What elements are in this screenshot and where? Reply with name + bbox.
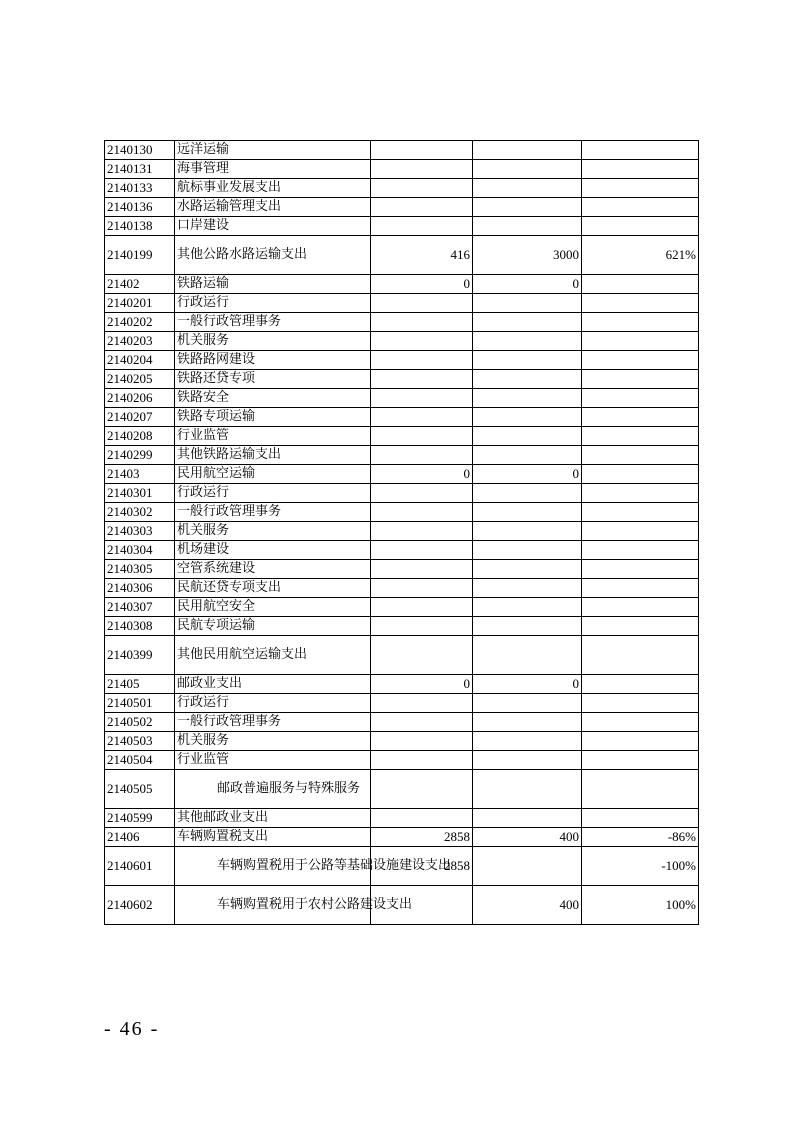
row-value-3 bbox=[582, 198, 699, 217]
row-value-1 bbox=[371, 332, 473, 351]
row-value-2 bbox=[473, 408, 582, 427]
row-name: 其他民用航空运输支出 bbox=[175, 636, 371, 675]
row-value-3 bbox=[582, 560, 699, 579]
row-value-1: 416 bbox=[371, 236, 473, 275]
row-code: 2140503 bbox=[105, 732, 175, 751]
row-value-2: 400 bbox=[473, 886, 582, 925]
row-code: 2140303 bbox=[105, 522, 175, 541]
row-code: 21403 bbox=[105, 465, 175, 484]
row-code: 21406 bbox=[105, 828, 175, 847]
row-value-3 bbox=[582, 160, 699, 179]
row-code: 2140307 bbox=[105, 598, 175, 617]
row-code: 2140305 bbox=[105, 560, 175, 579]
row-value-1 bbox=[371, 294, 473, 313]
row-value-2 bbox=[473, 694, 582, 713]
table-row bbox=[105, 713, 699, 732]
row-value-2 bbox=[473, 351, 582, 370]
row-value-3 bbox=[582, 751, 699, 770]
table-row bbox=[105, 236, 699, 275]
row-value-2 bbox=[473, 770, 582, 809]
table-row bbox=[105, 503, 699, 522]
row-value-2 bbox=[473, 503, 582, 522]
row-name: 铁路安全 bbox=[175, 389, 371, 408]
row-code: 2140504 bbox=[105, 751, 175, 770]
row-code: 2140208 bbox=[105, 427, 175, 446]
row-value-1 bbox=[371, 694, 473, 713]
row-name: 铁路还贷专项 bbox=[175, 370, 371, 389]
row-code: 2140399 bbox=[105, 636, 175, 675]
row-value-3 bbox=[582, 541, 699, 560]
table-row bbox=[105, 751, 699, 770]
row-name: 机关服务 bbox=[175, 732, 371, 751]
row-code: 2140502 bbox=[105, 713, 175, 732]
table-row bbox=[105, 732, 699, 751]
row-code: 21405 bbox=[105, 675, 175, 694]
row-value-2 bbox=[473, 141, 582, 160]
row-value-3 bbox=[582, 636, 699, 675]
row-name: 一般行政管理事务 bbox=[175, 713, 371, 732]
row-value-1 bbox=[371, 370, 473, 389]
row-value-2 bbox=[473, 579, 582, 598]
row-value-3 bbox=[582, 617, 699, 636]
row-value-3 bbox=[582, 332, 699, 351]
row-value-1 bbox=[371, 503, 473, 522]
row-name: 机场建设 bbox=[175, 541, 371, 560]
row-value-1: 0 bbox=[371, 465, 473, 484]
table-row bbox=[105, 847, 699, 886]
row-code: 2140601 bbox=[105, 847, 175, 886]
row-value-1: 2858 bbox=[371, 828, 473, 847]
row-value-3 bbox=[582, 141, 699, 160]
row-name: 其他公路水路运输支出 bbox=[175, 236, 371, 275]
budget-table bbox=[104, 140, 699, 925]
row-value-2 bbox=[473, 636, 582, 675]
row-value-3 bbox=[582, 503, 699, 522]
row-name: 行业监管 bbox=[175, 427, 371, 446]
row-name: 民用航空运输 bbox=[175, 465, 371, 484]
row-value-2 bbox=[473, 313, 582, 332]
row-value-1 bbox=[371, 217, 473, 236]
table-row bbox=[105, 408, 699, 427]
row-value-2: 0 bbox=[473, 465, 582, 484]
row-value-2 bbox=[473, 560, 582, 579]
row-value-3 bbox=[582, 522, 699, 541]
row-value-2 bbox=[473, 446, 582, 465]
row-value-3 bbox=[582, 389, 699, 408]
row-value-3: -86% bbox=[582, 828, 699, 847]
row-code: 2140202 bbox=[105, 313, 175, 332]
row-value-2 bbox=[473, 332, 582, 351]
row-name: 民用航空安全 bbox=[175, 598, 371, 617]
row-name: 行政运行 bbox=[175, 294, 371, 313]
table-row bbox=[105, 313, 699, 332]
table-row bbox=[105, 541, 699, 560]
row-value-1 bbox=[371, 160, 473, 179]
row-value-3 bbox=[582, 275, 699, 294]
row-value-2 bbox=[473, 847, 582, 886]
row-value-2 bbox=[473, 809, 582, 828]
row-value-1 bbox=[371, 617, 473, 636]
row-value-1 bbox=[371, 389, 473, 408]
row-value-1: 2858 bbox=[371, 847, 473, 886]
row-value-1 bbox=[371, 179, 473, 198]
row-code: 2140131 bbox=[105, 160, 175, 179]
row-value-2 bbox=[473, 522, 582, 541]
row-value-2 bbox=[473, 541, 582, 560]
row-code: 2140203 bbox=[105, 332, 175, 351]
row-name: 水路运输管理支出 bbox=[175, 198, 371, 217]
row-code: 2140306 bbox=[105, 579, 175, 598]
row-code: 2140201 bbox=[105, 294, 175, 313]
row-code: 2140304 bbox=[105, 541, 175, 560]
table-row bbox=[105, 560, 699, 579]
row-code: 2140138 bbox=[105, 217, 175, 236]
row-name: 车辆购置税用于农村公路建设支出 bbox=[175, 886, 371, 925]
table-row bbox=[105, 141, 699, 160]
row-value-3: -100% bbox=[582, 847, 699, 886]
row-name: 其他邮政业支出 bbox=[175, 809, 371, 828]
row-name: 机关服务 bbox=[175, 332, 371, 351]
row-name: 铁路运输 bbox=[175, 275, 371, 294]
row-value-3 bbox=[582, 732, 699, 751]
table-row bbox=[105, 370, 699, 389]
table-row bbox=[105, 809, 699, 828]
row-value-2 bbox=[473, 732, 582, 751]
row-value-2 bbox=[473, 160, 582, 179]
row-value-2 bbox=[473, 598, 582, 617]
table-row bbox=[105, 617, 699, 636]
row-value-2 bbox=[473, 389, 582, 408]
row-name: 行政运行 bbox=[175, 694, 371, 713]
row-name: 民航专项运输 bbox=[175, 617, 371, 636]
table-row bbox=[105, 160, 699, 179]
row-value-3 bbox=[582, 370, 699, 389]
table-row bbox=[105, 828, 699, 847]
row-value-1 bbox=[371, 198, 473, 217]
row-value-1 bbox=[371, 541, 473, 560]
row-code: 2140206 bbox=[105, 389, 175, 408]
row-value-1 bbox=[371, 579, 473, 598]
row-code: 2140199 bbox=[105, 236, 175, 275]
row-value-1 bbox=[371, 522, 473, 541]
row-value-1 bbox=[371, 751, 473, 770]
row-value-1 bbox=[371, 351, 473, 370]
row-value-2 bbox=[473, 484, 582, 503]
row-value-3 bbox=[582, 179, 699, 198]
row-value-2 bbox=[473, 294, 582, 313]
row-value-3 bbox=[582, 465, 699, 484]
page-number: - 46 - bbox=[104, 1018, 160, 1040]
row-value-1 bbox=[371, 446, 473, 465]
table-row bbox=[105, 332, 699, 351]
row-value-3 bbox=[582, 446, 699, 465]
row-value-1 bbox=[371, 770, 473, 809]
row-code: 2140204 bbox=[105, 351, 175, 370]
row-name: 邮政普遍服务与特殊服务 bbox=[175, 770, 371, 809]
row-name: 行业监管 bbox=[175, 751, 371, 770]
row-value-1 bbox=[371, 427, 473, 446]
table-row bbox=[105, 579, 699, 598]
row-value-1: 0 bbox=[371, 675, 473, 694]
row-value-3 bbox=[582, 427, 699, 446]
row-value-2 bbox=[473, 617, 582, 636]
row-name: 口岸建设 bbox=[175, 217, 371, 236]
row-name: 邮政业支出 bbox=[175, 675, 371, 694]
table-row bbox=[105, 275, 699, 294]
row-value-1 bbox=[371, 484, 473, 503]
table-row bbox=[105, 465, 699, 484]
row-value-1 bbox=[371, 636, 473, 675]
row-value-2 bbox=[473, 179, 582, 198]
table-row bbox=[105, 522, 699, 541]
row-value-2 bbox=[473, 751, 582, 770]
row-code: 2140302 bbox=[105, 503, 175, 522]
row-value-3 bbox=[582, 313, 699, 332]
row-value-2 bbox=[473, 198, 582, 217]
row-value-1 bbox=[371, 809, 473, 828]
row-value-1: 0 bbox=[371, 275, 473, 294]
row-value-1 bbox=[371, 408, 473, 427]
table-row bbox=[105, 179, 699, 198]
row-value-1 bbox=[371, 732, 473, 751]
row-name: 空管系统建设 bbox=[175, 560, 371, 579]
row-code: 2140133 bbox=[105, 179, 175, 198]
table-row bbox=[105, 198, 699, 217]
row-value-2: 0 bbox=[473, 675, 582, 694]
row-code: 2140505 bbox=[105, 770, 175, 809]
row-name: 车辆购置税支出 bbox=[175, 828, 371, 847]
table-row bbox=[105, 694, 699, 713]
row-value-2: 0 bbox=[473, 275, 582, 294]
table-row bbox=[105, 446, 699, 465]
row-value-1 bbox=[371, 141, 473, 160]
row-value-3 bbox=[582, 294, 699, 313]
row-name: 一般行政管理事务 bbox=[175, 313, 371, 332]
row-value-3 bbox=[582, 217, 699, 236]
row-code: 2140136 bbox=[105, 198, 175, 217]
row-value-3 bbox=[582, 484, 699, 503]
row-code: 2140308 bbox=[105, 617, 175, 636]
row-code: 2140205 bbox=[105, 370, 175, 389]
row-value-2: 3000 bbox=[473, 236, 582, 275]
table-row bbox=[105, 770, 699, 809]
table-row bbox=[105, 294, 699, 313]
row-code: 2140299 bbox=[105, 446, 175, 465]
row-name: 海事管理 bbox=[175, 160, 371, 179]
row-value-3 bbox=[582, 713, 699, 732]
row-code: 2140599 bbox=[105, 809, 175, 828]
row-name: 行政运行 bbox=[175, 484, 371, 503]
row-value-3 bbox=[582, 598, 699, 617]
row-code: 2140602 bbox=[105, 886, 175, 925]
row-value-3 bbox=[582, 579, 699, 598]
row-value-3 bbox=[582, 694, 699, 713]
row-value-2: 400 bbox=[473, 828, 582, 847]
row-value-1 bbox=[371, 598, 473, 617]
row-code: 2140207 bbox=[105, 408, 175, 427]
row-name: 铁路路网建设 bbox=[175, 351, 371, 370]
row-code: 21402 bbox=[105, 275, 175, 294]
table-row bbox=[105, 886, 699, 925]
table-row bbox=[105, 484, 699, 503]
row-name: 机关服务 bbox=[175, 522, 371, 541]
row-value-1 bbox=[371, 313, 473, 332]
row-value-3 bbox=[582, 770, 699, 809]
table-row bbox=[105, 351, 699, 370]
row-value-3: 621% bbox=[582, 236, 699, 275]
budget-table-body bbox=[105, 141, 699, 925]
row-name: 车辆购置税用于公路等基础设施建设支出 bbox=[175, 847, 371, 886]
table-row bbox=[105, 675, 699, 694]
row-name: 远洋运输 bbox=[175, 141, 371, 160]
row-value-2 bbox=[473, 370, 582, 389]
row-value-1 bbox=[371, 560, 473, 579]
row-value-2 bbox=[473, 217, 582, 236]
row-value-3: 100% bbox=[582, 886, 699, 925]
table-row bbox=[105, 217, 699, 236]
row-value-2 bbox=[473, 713, 582, 732]
row-name: 一般行政管理事务 bbox=[175, 503, 371, 522]
row-name: 民航还贷专项支出 bbox=[175, 579, 371, 598]
row-value-2 bbox=[473, 427, 582, 446]
row-value-3 bbox=[582, 675, 699, 694]
row-value-3 bbox=[582, 809, 699, 828]
table-row bbox=[105, 427, 699, 446]
row-name: 铁路专项运输 bbox=[175, 408, 371, 427]
row-name: 其他铁路运输支出 bbox=[175, 446, 371, 465]
table-row bbox=[105, 389, 699, 408]
table-row bbox=[105, 636, 699, 675]
row-code: 2140130 bbox=[105, 141, 175, 160]
row-value-3 bbox=[582, 351, 699, 370]
row-value-1 bbox=[371, 713, 473, 732]
row-code: 2140301 bbox=[105, 484, 175, 503]
table-row bbox=[105, 598, 699, 617]
row-value-3 bbox=[582, 408, 699, 427]
row-name: 航标事业发展支出 bbox=[175, 179, 371, 198]
row-code: 2140501 bbox=[105, 694, 175, 713]
